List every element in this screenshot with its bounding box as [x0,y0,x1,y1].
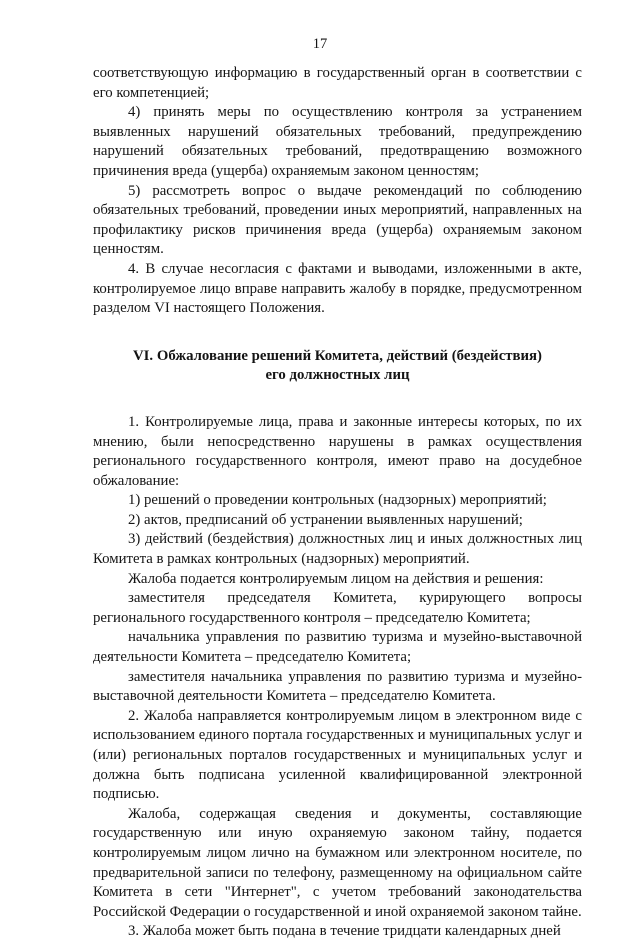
page-number: 17 [312,36,328,52]
paragraph: Жалоба, содержащая сведения и документы, составляющие государственную или иную охраняемую законом тайну, подается контролируемым лицом лично на бумажном или электронном носителе, по предварительной записи по телефону, размещенному на официальном сайте Комитета в сети "Интернет", с учетом требований законодательства Российской Федерации о государственной и иной охраняемой законом тайне. [93,805,582,920]
paragraph: Жалоба подается контролируемым лицом на действия и решения: [128,570,544,587]
section-heading [93,347,582,386]
paragraph: заместителя начальника управления по развитию туризма и музейно-выставочной деятельности Комитета – председателю Комитета. [93,668,582,705]
paragraph: 3. Жалоба может быть подана в течение тридцати календарных дней [128,923,561,940]
paragraph: соответствующую информацию в государственный орган в соответствии с его компетенцией; [93,65,582,101]
list-item: 1) решений о проведении контрольных (надзорных) мероприятий; [128,492,547,509]
paragraph: заместителя председателя Комитета, курирующего вопросы регионального государственного контроля – председателю Комитета; [93,590,582,626]
section-heading-line: его должностных лиц [265,367,410,384]
paragraph: 5) рассмотреть вопрос о выдаче рекомендаций по соблюдению обязательных требований, проведении иных мероприятий, направленных на профилактику рисков причинения вреда (ущерба) охраняемым законом ценностям. [93,182,582,258]
paragraph: 4) принять меры по осуществлению контроля за устранением выявленных нарушений обязательных требований, предупреждению нарушений обязательных требований, предотвращению возможного причинения вреда (ущерба) охраняемым законом ценностям; [93,104,582,179]
list-item: 2) актов, предписаний об устранении выявленных нарушений; [128,511,523,528]
paragraphs-after-section [93,413,582,942]
paragraph: 4. В случае несогласия с фактами и выводами, изложенными в акте, контролируемое лицо вправе направить жалобу в порядке, предусмотренном разделом VI настоящего Положения. [93,260,582,317]
section-heading-line: VI. Обжалование решений Комитета, действий (бездействия) [132,347,542,364]
document-body [93,64,582,942]
paragraph: 1. Контролируемые лица, права и законные интересы которых, по их мнению, были непосредственно нарушены в рамках осуществления регионального государственного контроля, имеют право на досудебное обжалование: [93,413,582,489]
paragraph: 2. Жалоба направляется контролируемым лицом в электронном виде с использованием единого портала государственных и муниципальных услуг и (или) региональных порталов государственных и муниципальных услуг и должна быть подписана усиленной квалифицированной электронной подписью. [93,707,582,803]
list-item: 3) действий (бездействия) должностных лиц и иных должностных лиц Комитета в рамках контрольных (надзорных) мероприятий. [93,531,582,568]
paragraphs-before-section [93,64,582,319]
paragraph: начальника управления по развитию туризма и музейно-выставочной деятельности Комитета – председателю Комитета; [93,629,582,666]
